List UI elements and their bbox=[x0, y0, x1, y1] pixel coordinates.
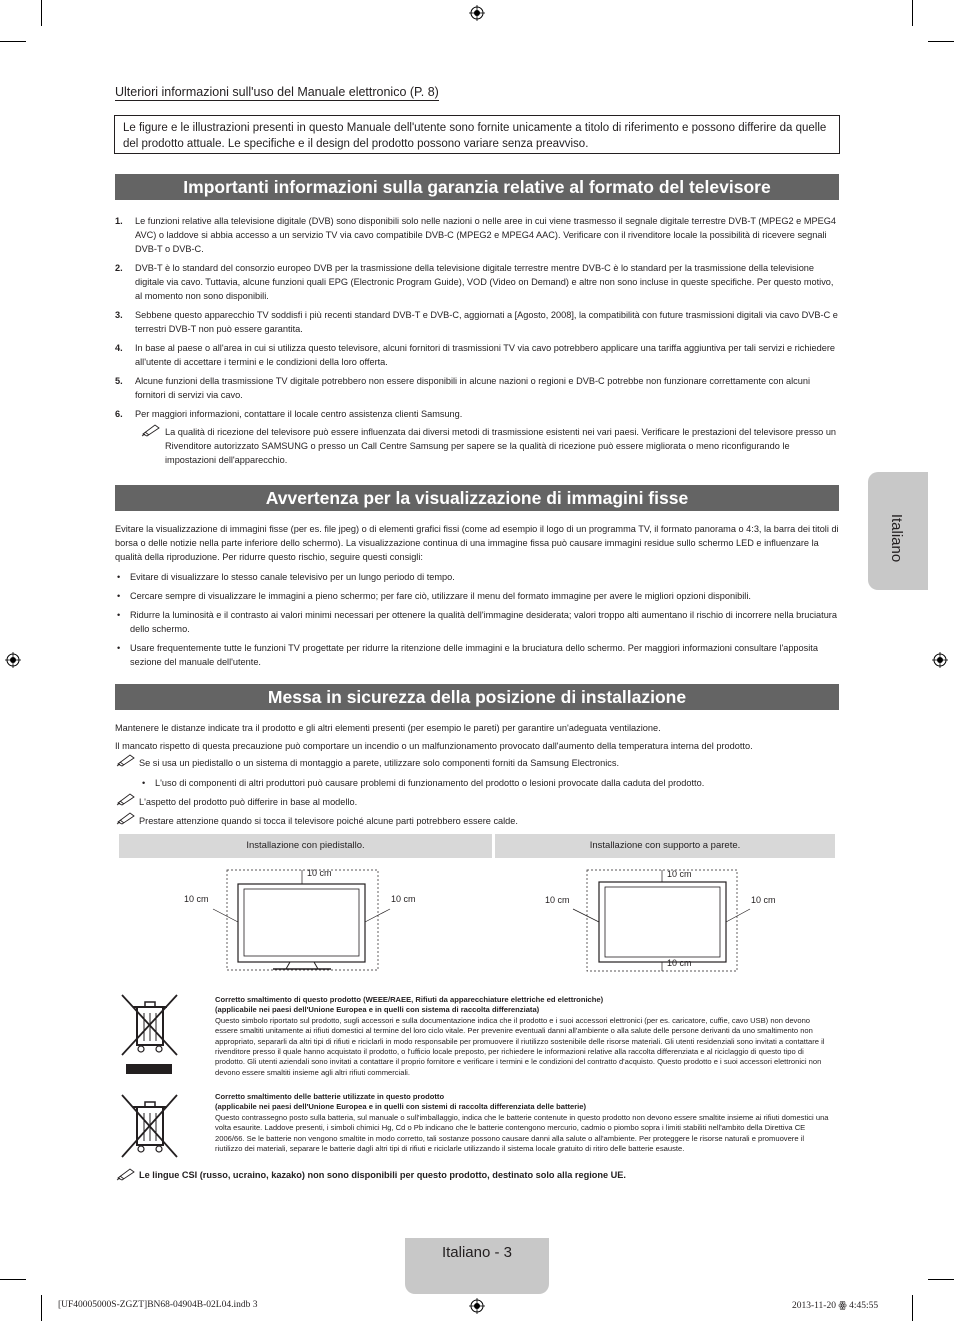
registration-mark-icon bbox=[469, 5, 485, 21]
weee-title: Corretto smaltimento di questo prodotto (WEEE/RAEE, Rifiuti da apparecchiature elettriche ed elettroniche) bbox=[215, 995, 604, 1004]
dimension-label-right: 10 cm bbox=[391, 894, 416, 904]
list-item: 5. Alcune funzioni della trasmissione TV digitale potrebbero non essere disponibili in alcune nazioni o regioni e DVB-C potrebbe non funzionare correttamente con alcuni fornitori di servizi via cavo. bbox=[115, 376, 811, 400]
weee-subtitle: (applicabile nei paesi dell'Unione Europea e in quelli con sistema di raccolta differenziata) bbox=[215, 1005, 540, 1015]
overheat-paragraph: Il mancato rispetto di questa precauzione può comportare un incendio o un malfunzionamento provocato dall'aumento della temperatura interna del prodotto. bbox=[115, 741, 753, 751]
registration-mark-icon bbox=[469, 1298, 485, 1314]
warranty-list bbox=[115, 214, 840, 467]
note-appearance: L'aspetto del prodotto può differire in base al modello. bbox=[115, 795, 864, 809]
list-item: 1. Le funzioni relative alla televisione digitale (DVB) sono disponibili solo nelle nazioni o nelle aree in cui viene trasmesso il segnale digitale terrestre DVB-T (MPEG2 e MPEG4 AVC) o laddove si abbia accesso a un servizio TV via cavo compatibile DVB-C (MPEG2 e MPEG4 AAC). Verificare con il rivenditore locale la possibilità di ricevere segnali DVB-T o DVB-C. bbox=[115, 216, 836, 254]
bullet-glyph: • bbox=[142, 778, 146, 788]
list-item: • Ridurre la luminosità e il contrasto ai valori minimi necessari per ottenere la qualità dell'immagine desiderata; valori troppo alti aumentano il rischio di incorrere nella bruciatura dello schermo. bbox=[115, 608, 840, 636]
crop-mark bbox=[41, 1295, 42, 1321]
crop-mark bbox=[928, 41, 954, 42]
csi-language-note: Le lingue CSI (russo, ucraino, kazako) non sono disponibili per questo prodotto, destinato solo alla regione UE. bbox=[115, 1170, 864, 1180]
crop-mark bbox=[912, 1295, 913, 1321]
page-number-tab bbox=[405, 1238, 549, 1294]
battery-subtitle: (applicabile nei paesi dell'Unione Europea e in quelli con sistemi di raccolta differenziata delle batterie) bbox=[215, 1102, 587, 1112]
registration-mark-icon bbox=[5, 652, 21, 668]
note-icon bbox=[116, 753, 136, 767]
dimension-label-left: 10 cm bbox=[184, 894, 209, 904]
crop-mark bbox=[0, 41, 26, 42]
battery-text-block bbox=[215, 1092, 830, 1154]
battery-body: Questo contrassegno posto sulla batteria, sul manuale o sull'imballaggio, indica che le batterie contenute in questo prodotto non devono essere smaltite insieme ai rifiuti domestici una volta esaurite. Laddove presenti, i simboli chimici Hg, Cd o Pb indicano che le batterie contengono mercurio, cadmio o piombo sopra i limiti stabiliti nell'ambito della Direttiva CE 2006/66. Se le batterie non vengono smaltite in modo corretto, tali sostanze possono causare danni alla salute o all'ambiente. Per proteggere le risorse naturali e promuovere il riutilizzo dei materiali, separare le batterie dagli altri tipi di rifiuti e riciclarle utilizzando il sistema locale gratuito di ritiro delle batterie esauste. bbox=[215, 1112, 829, 1154]
list-item: • Evitare di visualizzare lo stesso canale televisivo per un lungo periodo di tempo. bbox=[115, 570, 840, 584]
sub-bullet-third-party: • L'uso di componenti di altri produttori può causare problemi di funzionamento del prodotto o lesioni provocate dalla caduta del prodotto. bbox=[142, 778, 705, 788]
dimension-label-top: 10 cm bbox=[307, 868, 332, 878]
list-item: 2. DVB-T è lo standard del consorzio europeo DVB per la trasmissione della televisione digitale terrestre mentre DVB-C è lo standard per la trasmissione della televisione digitale via cavo. Tuttavia, alcune funzioni quali EPG (Electronic Program Guide), VOD (Video on Demand) e altre non sono incluse in queste specifiche. Per questo motivo, al momento non sono disponibili. bbox=[115, 263, 834, 301]
list-item: • Usare frequentemente tutte le funzioni TV progettate per ridurre la ritenzione delle immagini e la bruciatura dello schermo. Per maggiori informazioni consultare l'apposita sezione del manuale dell'utente. bbox=[115, 641, 840, 669]
manual-reference-link[interactable]: Ulteriori informazioni sull'uso del Manuale elettronico (P. 8) bbox=[115, 85, 439, 99]
note-reception-quality: La qualità di ricezione del televisore può essere influenzata dai diversi metodi di trasmissione esistenti nei vari paesi. Verificare le prestazioni del televisore presso un Rivenditore autorizzato SAMSUNG o presso un Call Centre Samsung per sapere se la qualità di ricezione può essere migliorata o meno riconfigurando le impostazioni dell'apparecchio. bbox=[135, 425, 840, 467]
still-images-intro: Evitare la visualizzazione di immagini fisse (per es. file jpeg) o di elementi grafici fissi (come ad esempio il logo di un programma TV, il formato panorama o 4:3, la barra dei titoli di borsa o delle notizie nella parte inferiore dello schermo). La visualizzazione continua di una immagine fissa può causare immagini residue sullo schermo LED e influenzare la qualità della riproduzione. Per ridurre questo rischio, seguire questi consigli: bbox=[115, 524, 839, 562]
section-title-still-images: Avvertenza per la visualizzazione di immagini fisse bbox=[115, 485, 839, 511]
crop-mark bbox=[912, 0, 913, 26]
note-icon bbox=[141, 423, 161, 437]
registration-mark-icon bbox=[932, 652, 948, 668]
language-side-tab: Italiano bbox=[868, 472, 928, 590]
note-hot-parts: Prestare attenzione quando si tocca il televisore poiché alcune parti potrebbero essere calde. bbox=[115, 814, 864, 828]
print-file-info: [UF40005000S-ZGZT]BN68-04904B-02L04.indb 3 bbox=[58, 1300, 258, 1310]
disclaimer-notice: Le figure e le illustrazioni presenti in questo Manuale dell'utente sono fornite unicamente a titolo di riferimento e possono differire da quelle del prodotto attuale. Le specifiche e il design del prodotto possono variare senza preavviso. bbox=[114, 115, 840, 154]
page-number: Italiano - 3 bbox=[441, 1244, 513, 1261]
note-icon bbox=[116, 811, 136, 825]
crossed-battery-bin-icon bbox=[119, 1093, 179, 1161]
section-title-warranty: Importanti informazioni sulla garanzia relative al formato del televisore bbox=[115, 174, 839, 200]
note-icon bbox=[116, 792, 136, 806]
crop-mark bbox=[0, 1279, 26, 1280]
note-icon bbox=[116, 1167, 136, 1181]
figure-header-stand: Installazione con piedistallo. bbox=[119, 834, 492, 858]
dimension-label-top: 10 cm bbox=[667, 869, 692, 879]
list-item: • Cercare sempre di visualizzare le immagini a pieno schermo; per fare ciò, utilizzare il menu del formato immagine per avere le migliori opzioni disponibili. bbox=[115, 589, 840, 603]
crossed-bin-icon bbox=[119, 993, 179, 1075]
dimension-label-left: 10 cm bbox=[545, 895, 570, 905]
weee-text-block bbox=[215, 995, 830, 1078]
crop-mark bbox=[41, 0, 42, 26]
dimension-label-bottom: 10 cm bbox=[667, 958, 692, 968]
list-item: 3. Sebbene questo apparecchio TV soddisfi i più recenti standard DVB-T e DVB-C, aggiornati a [Agosto, 2008], la compatibilità con future trasmissioni digitali via cavo DVB-C e terrestri DVB-T non può essere garantita. bbox=[115, 310, 838, 334]
crop-mark bbox=[928, 1279, 954, 1280]
list-item: 4. In base al paese o all'area in cui si utilizza questo televisore, alcuni fornitori di trasmissioni TV via cavo potrebbero applicare una tariffa aggiuntiva per tali servizi e richiedere all'utente di accettare i termini e le condizioni della loro offerta. bbox=[115, 343, 836, 367]
list-item: 6. Per maggiori informazioni, contattare il locale centro assistenza clienti Samsung. bbox=[115, 409, 463, 419]
section-title-installation: Messa in sicurezza della posizione di installazione bbox=[115, 684, 839, 710]
print-timestamp: 2013-11-20 ꙮ 4:45:55 bbox=[792, 1301, 879, 1311]
ventilation-paragraph: Mantenere le distanze indicate tra il prodotto e gli altri elementi presenti (per esempio le pareti) per garantire un'adeguata ventilazione. bbox=[115, 723, 661, 733]
battery-title: Corretto smaltimento delle batterie utilizzate in questo prodotto bbox=[215, 1092, 445, 1101]
still-images-tips bbox=[115, 570, 840, 674]
stand-installation-diagram bbox=[180, 862, 430, 974]
weee-body: Questo simbolo riportato sul prodotto, sugli accessori e sulla documentazione indica che il prodotto e i suoi accessori elettronici (per es. caricatore, cuffie, cavo USB) non devono essere smaltiti unitamente ai rifiuti domestici al termine del loro ciclo vitale. Per prevenire eventuali danni all'ambiente o alla salute delle persone derivanti da uno smaltimento non appropriato, separarli da altri tipi di rifiuti e riciclarli in modo responsabile per promuovere il riutilizzo sostenibile delle risorse materiali. Gli utenti residenziali sono invitati a contattare il rivenditore presso il quale hanno acquistato il prodotto, o l'ufficio locale preposto, per richiedere le informazioni relative alla raccolta differenziata e al riciclaggio di questo tipo di prodotto. Gli utenti aziendali sono invitati a contattare il proprio fornitore e verificare i termini e le condizioni del contratto d'acquisto. Questo prodotto e i suoi accessori elettronici non devono essere smaltiti insieme agli altri rifiuti commerciali. bbox=[215, 1015, 825, 1077]
dimension-label-right: 10 cm bbox=[751, 895, 776, 905]
figure-header-wall: Installazione con supporto a parete. bbox=[495, 834, 835, 858]
note-samsung-components: Se si usa un piedistallo o un sistema di montaggio a parete, utilizzare solo componenti forniti da Samsung Electronics. bbox=[115, 756, 864, 770]
